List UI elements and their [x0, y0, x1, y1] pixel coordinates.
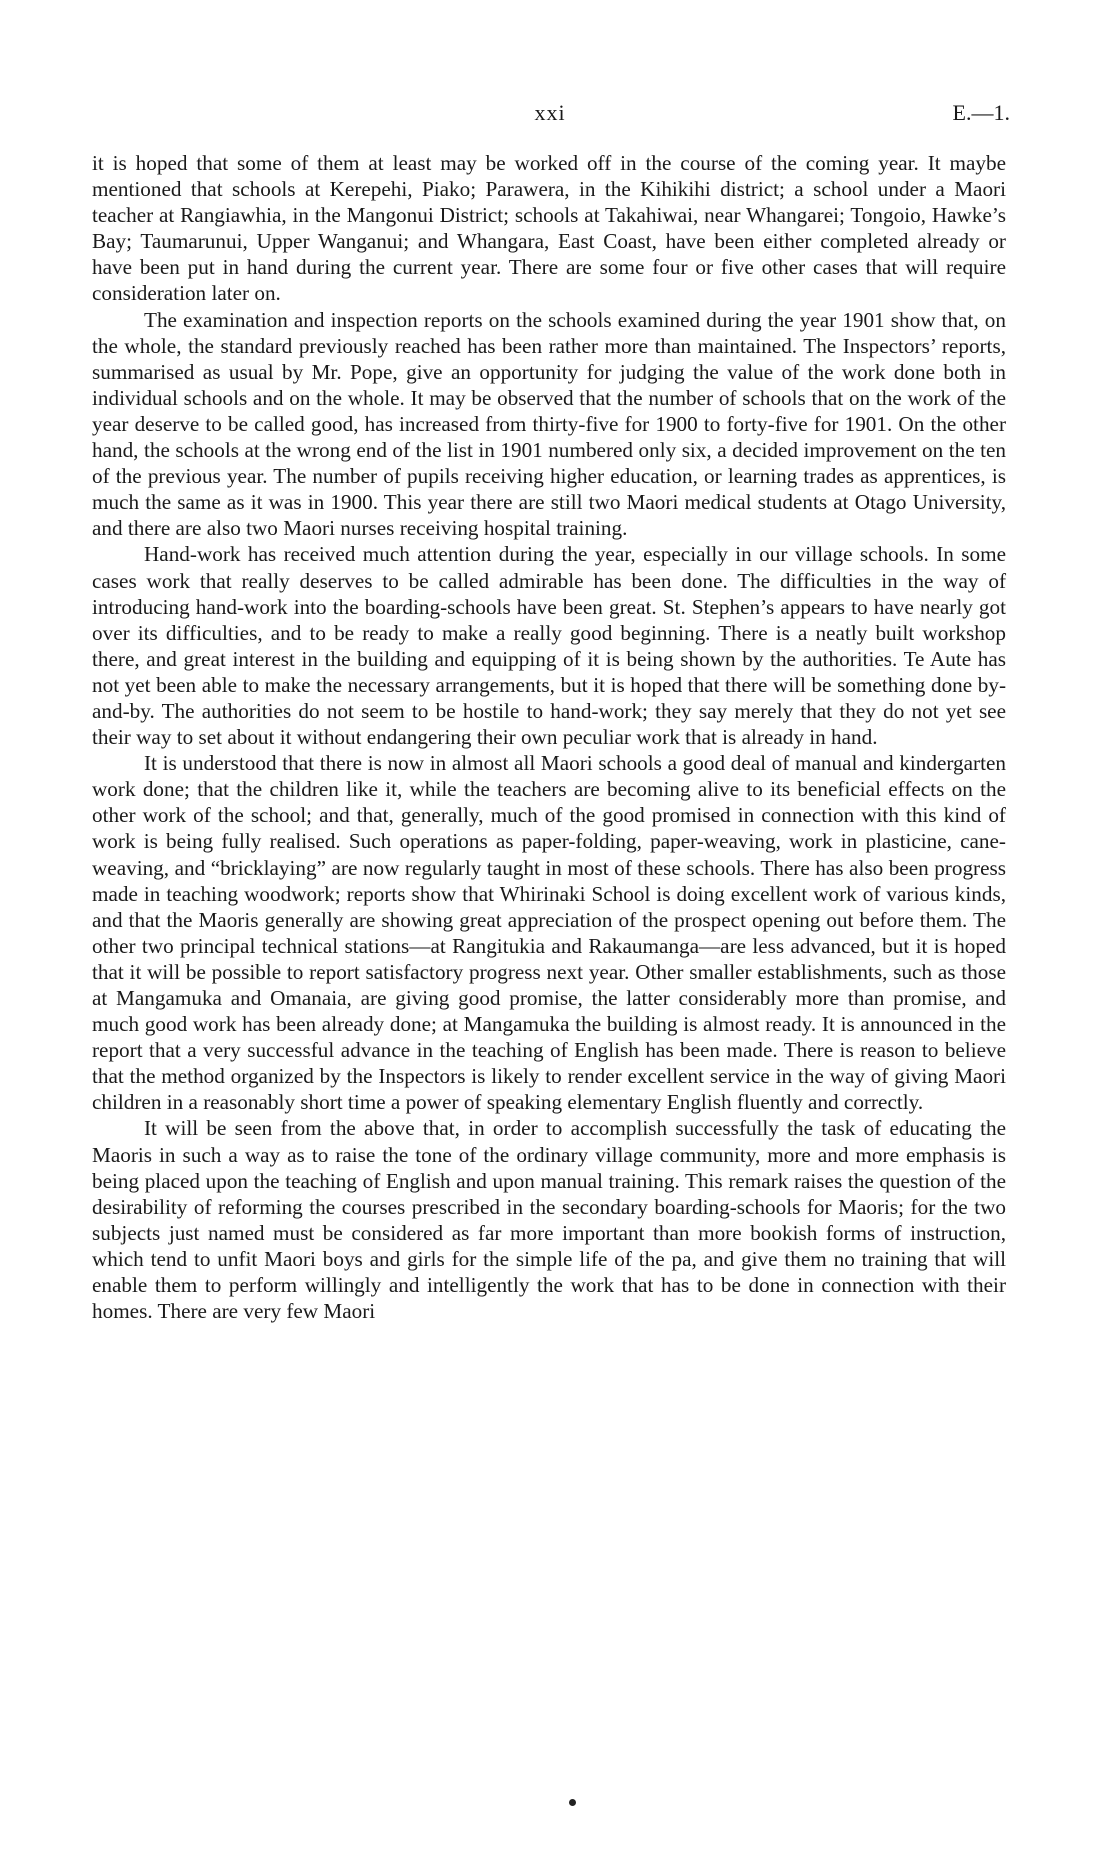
paragraph-conclusion: It will be seen from the above that, in order to accomplish successfully the task of educating the Maoris in such a way as to raise the tone of the ordinary village community, more and more emphasis is being placed upon the teaching of English and upon manual training. This remark raises the question of the desirability of reforming the courses prescribed in the secondary boarding-schools for Maoris; for the two subjects just named must be considered as far more important than more bookish forms of instruction, which tend to unfit Maori boys and girls for the simple life of the pa, and give them no training that will enable them to perform willingly and intelligently the work that has to be done in connection with their homes. There are very few Maori	[92, 1116, 1006, 1324]
paragraph-continuation: it is hoped that some of them at least may be worked off in the course of the coming year. It maybe mentioned that schools at Kerepehi, Piako; Parawera, in the Kihikihi district; a school under a Maori teacher at Rangiawhia, in the Mangonui District; schools at Takahiwai, near Whangarei; Tongoio, Hawke’s Bay; Taumarunui, Upper Wanganui; and Whangara, East Coast, have been either completed already or have been put in hand during the current year. There are some four or five other cases that will require consideration later on.	[92, 151, 1006, 306]
page-number: xxi	[534, 100, 566, 125]
footer-dot	[569, 1799, 576, 1806]
document-reference: E.—1.	[952, 100, 1010, 125]
body-text	[92, 150, 1006, 1324]
paragraph-inspection-reports: The examination and inspection reports on the schools examined during the year 1901 show that, on the whole, the standard previously reached has been rather more than maintained. The Inspectors’ reports, summarised as usual by Mr. Pope, give an opportunity for judging the value of the work done both in individual schools and on the whole. It may be observed that the number of schools that on the work of the year deserve to be called good, has increased from thirty-five for 1900 to forty-five for 1901. On the other hand, the schools at the wrong end of the list in 1901 numbered only six, a decided improvement on the ten of the previous year. The number of pupils receiving higher education, or learning trades as apprentices, is much the same as it was in 1900. This year there are still two Maori medical students at Otago University, and there are also two Maori nurses receiving hospital training.	[92, 307, 1006, 541]
paragraph-manual-kindergarten: It is understood that there is now in almost all Maori schools a good deal of manual and kindergarten work done; that the children like it, while the teachers are becoming alive to its beneficial effects on the other work of the school; and that, generally, much of the good promised in connection with this kind of work is being fully realised. Such operations as paper-folding, paper-weaving, work in plasticine, cane-weaving, and “bricklaying” are now regularly taught in most of these schools. There has also been progress made in teaching woodwork; reports show that Whirinaki School is doing excellent work of various kinds, and that the Maoris generally are showing great appreciation of the prospect opening out before them. The other two principal technical stations—at Rangitukia and Rakaumanga—are less advanced, but it is hoped that it will be possible to report satisfactory progress next year. Other smaller establishments, such as those at Mangamuka and Omanaia, are giving good promise, the latter considerably more than promise, and much good work has been already done; at Mangamuka the building is almost ready. It is announced in the report that a very successful advance in the teaching of English has been made. There is reason to believe that the method organized by the Inspectors is likely to render excellent service in the way of giving Maori children in a reasonably short time a power of speaking elementary English fluently and correctly.	[92, 751, 1006, 1115]
paragraph-hand-work: Hand-work has received much attention during the year, especially in our village schools. In some cases work that really deserves to be called admirable has been done. The difficulties in the way of introducing hand-work into the boarding-schools have been great. St. Stephen’s appears to have nearly got over its difficulties, and to be ready to make a really good beginning. There is a neatly built workshop there, and great interest in the building and equipping of it is being shown by the authorities. Te Aute has not yet been able to make the necessary arrangements, but it is hoped that there will be something done by-and-by. The authorities do not seem to be hostile to hand-work; they say merely that they do not yet see their way to set about it without endangering their own peculiar work that is already in hand.	[92, 542, 1006, 750]
page-header	[90, 100, 1010, 130]
